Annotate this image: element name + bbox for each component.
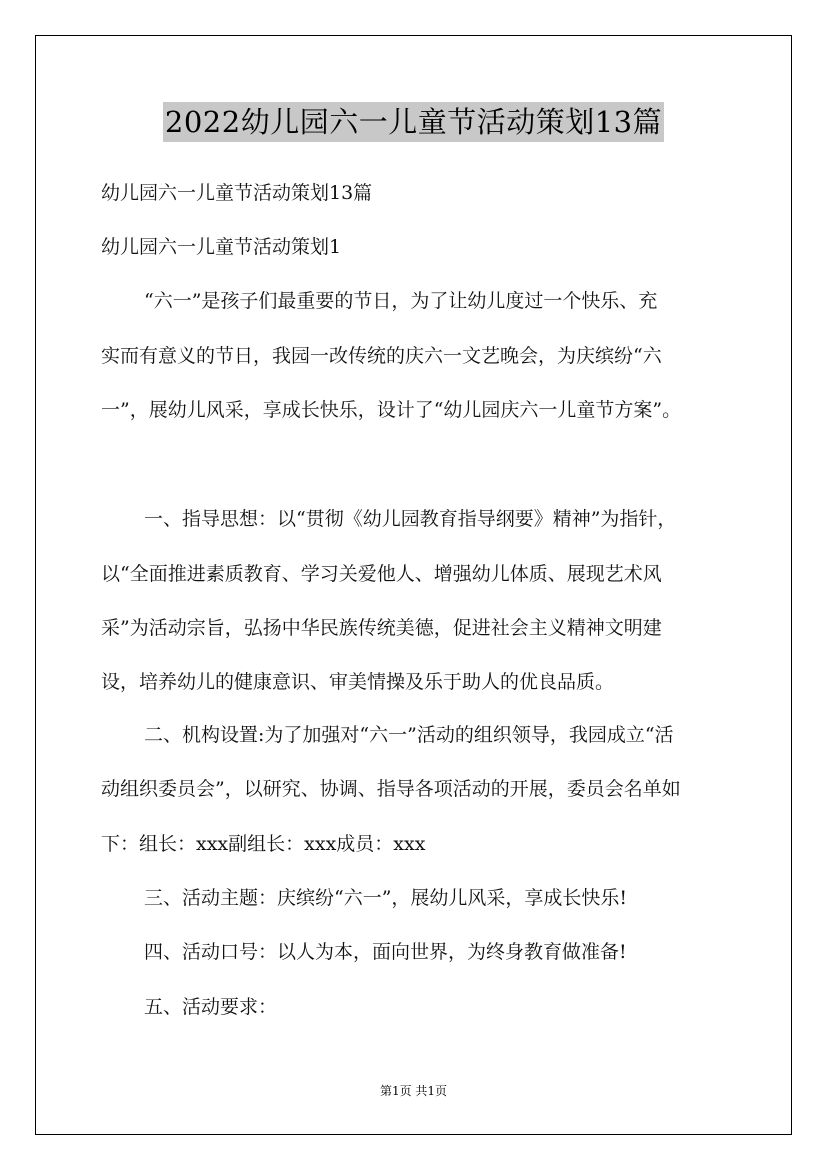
requirements-line: 五、活动要求：: [144, 996, 278, 1018]
title-container: [0, 102, 827, 142]
intro-line-3: 一”，展幼儿风采，享成长快乐，设计了“幼儿园庆六一儿童节方案”。: [101, 399, 682, 421]
guiding-line-1: 一、指导思想：以“贯彻《幼儿园教育指导纲要》精神”为指针，: [144, 508, 677, 530]
intro-line-2: 实而有意义的节日，我园一改传统的庆六一文艺晚会，为庆缤纷“六: [101, 345, 662, 367]
org-line-2: 动组织委员会”，以研究、协调、指导各项活动的开展，委员会名单如: [101, 778, 681, 800]
document-subtitle: 幼儿园六一儿童节活动策划13篇: [101, 182, 373, 204]
intro-line-1: “六一”是孩子们最重要的节日，为了让幼儿度过一个快乐、充: [144, 290, 658, 312]
org-line-3: 下：组长：xxx副组长：xxx成员：xxx: [101, 833, 426, 855]
section-heading: 幼儿园六一儿童节活动策划1: [101, 236, 342, 258]
page-footer: 第1页 共1页: [379, 1084, 448, 1098]
guiding-line-3: 采”为活动宗旨，弘扬中华民族传统美德，促进社会主义精神文明建: [101, 617, 662, 639]
theme-line: 三、活动主题：庆缤纷“六一”，展幼儿风采，享成长快乐!: [144, 887, 628, 909]
guiding-line-2: 以“全面推进素质教育、学习关爱他人、增强幼儿体质、展现艺术风: [101, 563, 662, 585]
guiding-line-4: 设，培养幼儿的健康意识、审美情操及乐于助人的优良品质。: [101, 671, 615, 693]
slogan-line: 四、活动口号：以人为本，面向世界，为终身教育做准备!: [144, 941, 627, 963]
org-line-1: 二、机构设置:为了加强对“六一”活动的组织领导，我园成立“活: [144, 724, 674, 746]
document-title: 2022幼儿园六一儿童节活动策划13篇: [163, 102, 664, 142]
